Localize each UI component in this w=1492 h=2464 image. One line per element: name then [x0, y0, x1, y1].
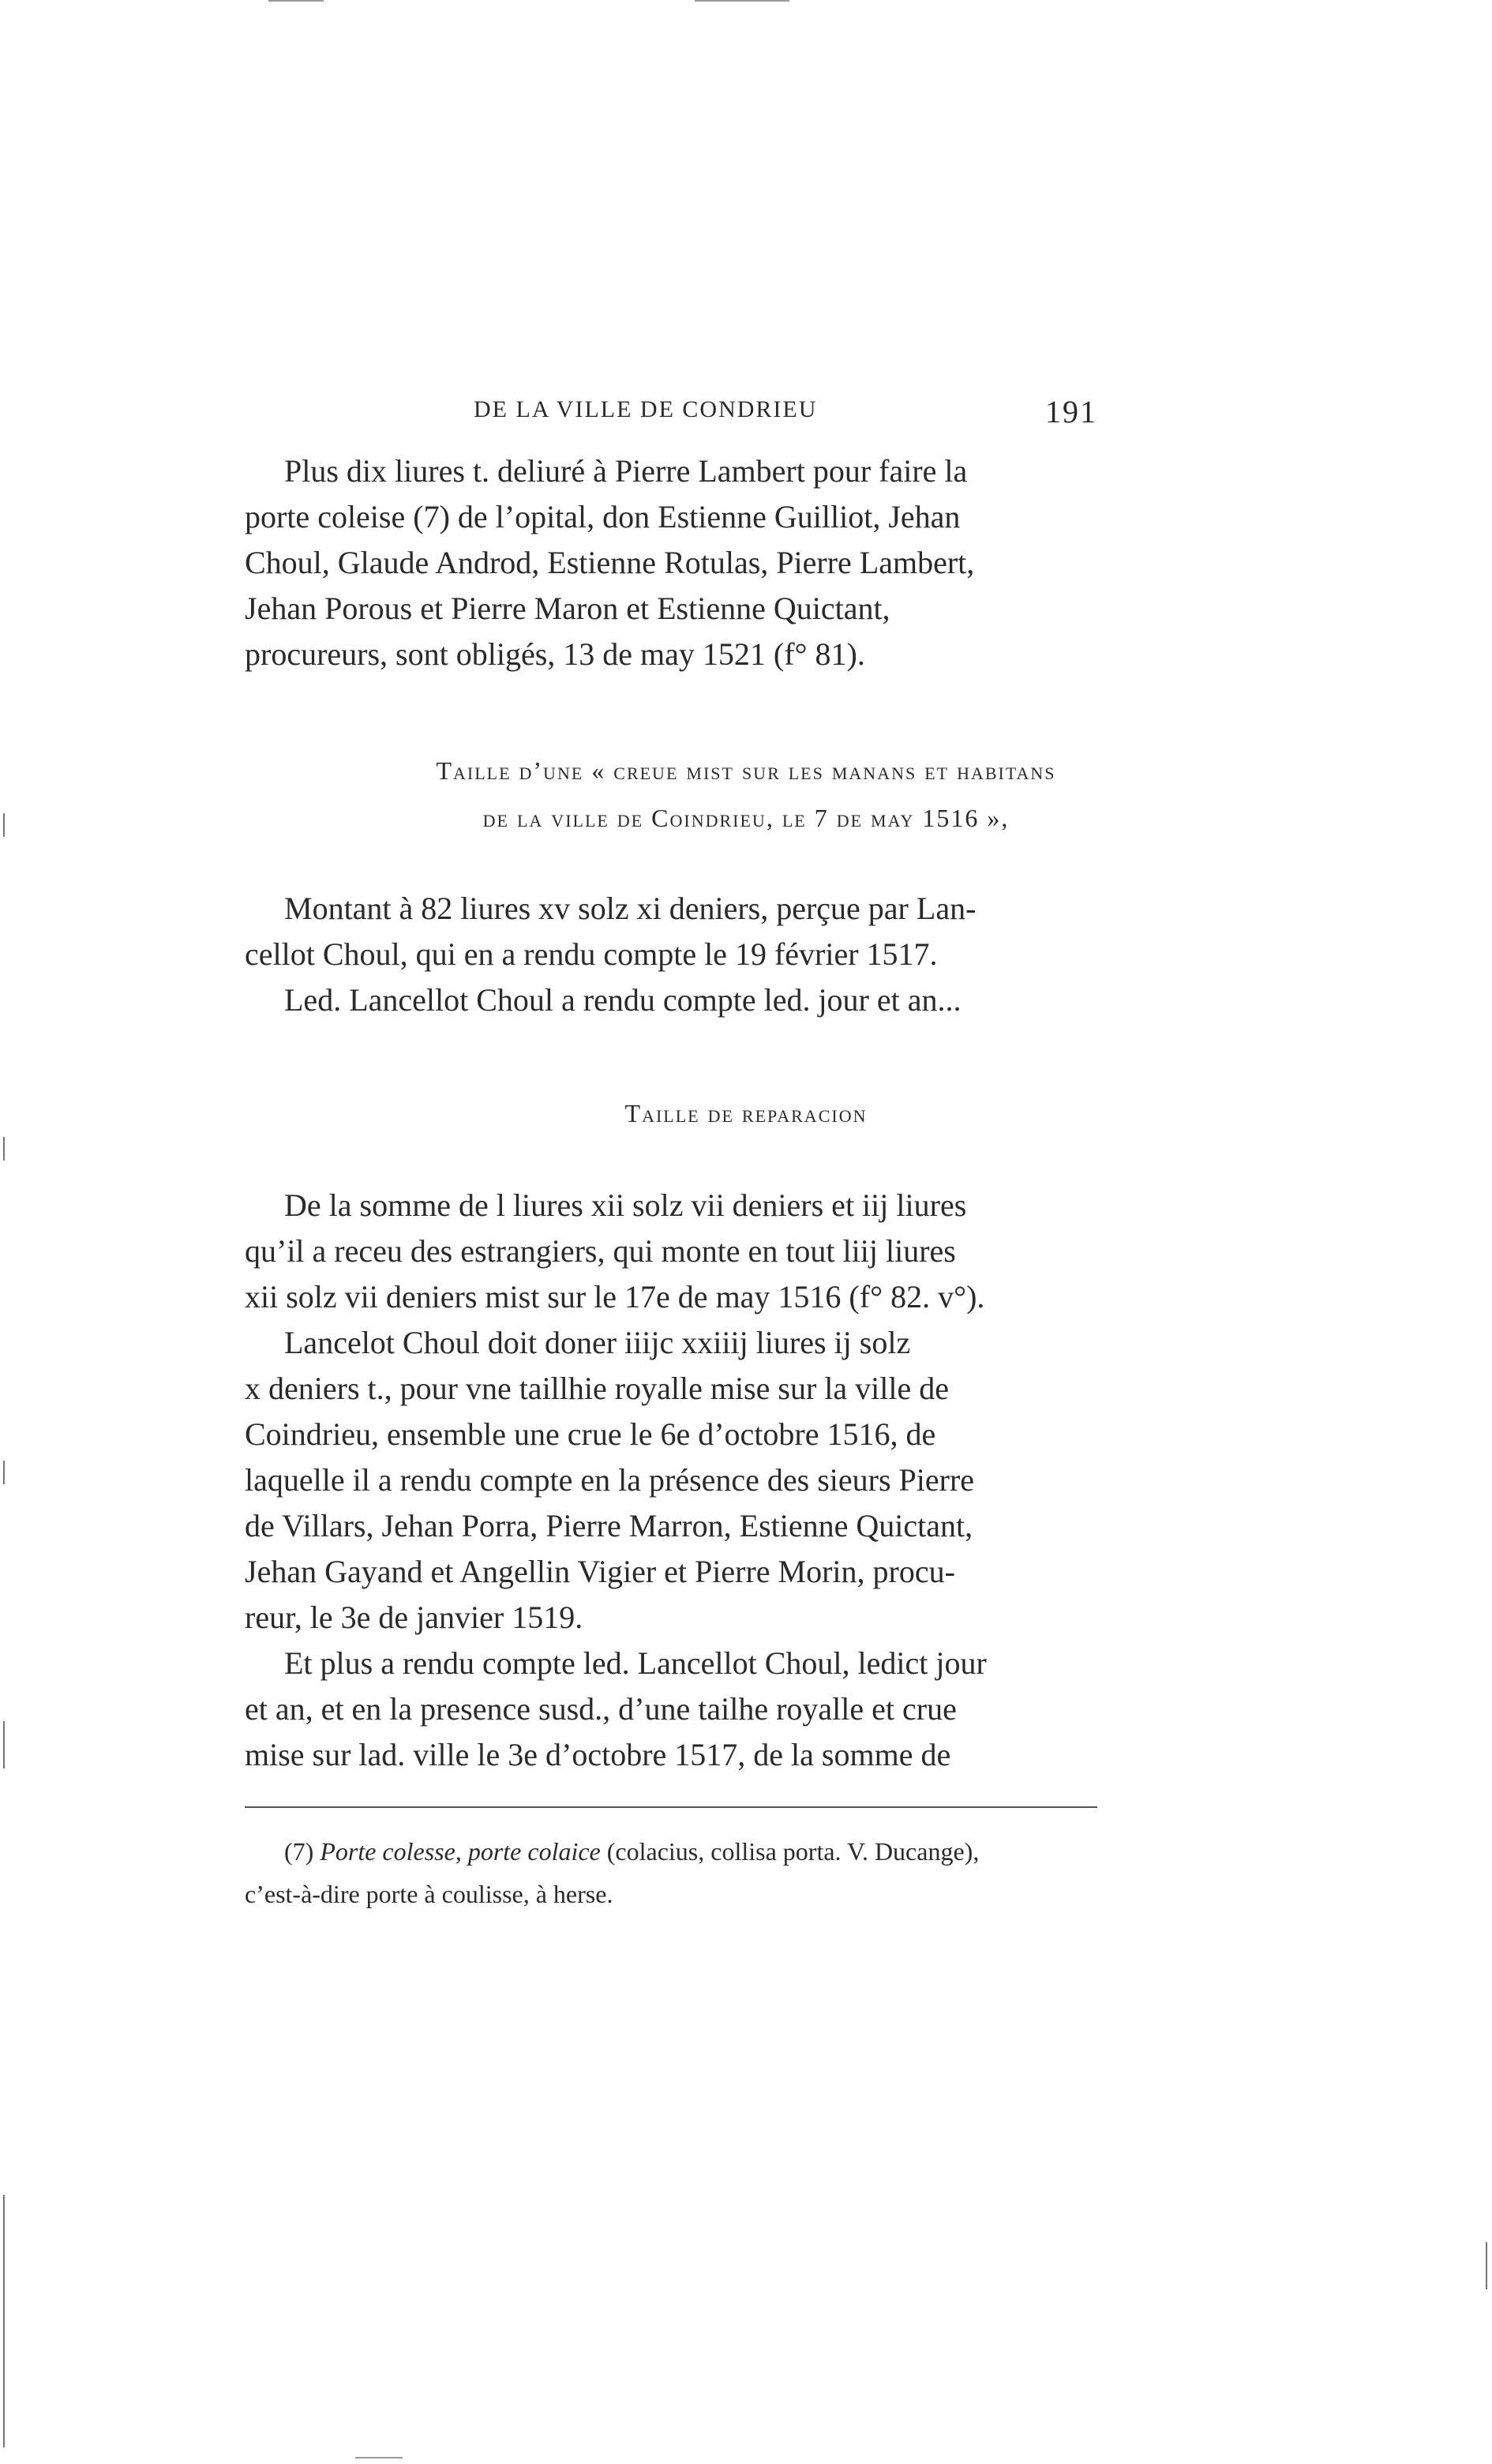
text-line: procureurs, sont obligés, 13 de may 1521 (f° 81).: [245, 636, 865, 672]
scan-mark: [3, 813, 5, 837]
text-line: reur, le 3e de janvier 1519.: [245, 1600, 583, 1635]
text-line: Jehan Porous et Pierre Maron et Estienne Quictant,: [245, 591, 890, 626]
scan-mark: [3, 1137, 5, 1161]
scan-mark: [3, 1721, 5, 1768]
paragraph-somme: [245, 1183, 1097, 1320]
page-number: 191: [1045, 394, 1097, 429]
text-line: Choul, Glaude Androd, Estienne Rotulas, Pierre Lambert,: [245, 545, 975, 580]
paragraph-lambert: [245, 448, 1097, 677]
text-line: Lancelot Choul doit doner iiijc xxiiij liures ij solz: [284, 1325, 911, 1360]
running-title: DE LA VILLE DE CONDRIEU: [474, 396, 818, 422]
paragraph-et-plus: [245, 1641, 1097, 1778]
paragraph-montant: [245, 886, 1097, 1023]
text-line: Led. Lancellot Choul a rendu compte led. jour et an...: [284, 982, 962, 1018]
paragraph-lancelot: [245, 1320, 1097, 1641]
heading-line: Taille d’une « creue mist sur les manans et habitans: [436, 756, 1056, 785]
section-heading-reparacion: [0, 1099, 1492, 1128]
text-line: Coindrieu, ensemble une crue le 6e d’octobre 1516, de: [245, 1416, 936, 1452]
scan-mark: [355, 2457, 403, 2458]
text-line: qu’il a receu des estrangiers, qui monte en tout liij liures: [245, 1233, 956, 1269]
text-line: Montant à 82 liures xv solz xi deniers, perçue par Lan-: [284, 891, 977, 926]
scan-mark: [1486, 2242, 1487, 2290]
text-line: et an, et en la presence susd., d’une tailhe royalle et crue: [245, 1691, 957, 1727]
footnote-line: [245, 1830, 1097, 1873]
scan-mark: [3, 1461, 5, 1484]
footnote-rule: [245, 1806, 1097, 1808]
text-line: laquelle il a rendu compte en la présence des sieurs Pierre: [245, 1462, 975, 1498]
text-line: Et plus a rendu compte led. Lancellot Choul, ledict jour: [284, 1645, 987, 1681]
text-line: De la somme de l liures xii solz vii deniers et iij liures: [284, 1187, 967, 1223]
text-line: xii solz vii deniers mist sur le 17e de may 1516 (f° 82. v°).: [245, 1279, 985, 1315]
footnote-line: c’est-à-dire porte à coulisse, à herse.: [245, 1880, 613, 1908]
text-line: Jehan Gayand et Angellin Vigier et Pierre Morin, procu-: [245, 1554, 955, 1589]
text-line: mise sur lad. ville le 3e d’octobre 1517, de la somme de: [245, 1737, 951, 1772]
text-line: Plus dix liures t. deliuré à Pierre Lambert pour faire la: [284, 453, 968, 489]
text-line: x deniers t., pour vne taillhie royalle mise sur la ville de: [245, 1371, 949, 1406]
heading-line: Taille de reparacion: [624, 1099, 868, 1127]
text-line: de Villars, Jehan Porra, Pierre Marron, Estienne Quictant,: [245, 1508, 973, 1543]
scan-mark: [268, 0, 324, 2]
text-line: cellot Choul, qui en a rendu compte le 19 février 1517.: [245, 936, 938, 972]
scan-mark: [3, 2195, 5, 2447]
footnote-text: (colacius, collisa porta. V. Ducange),: [606, 1837, 980, 1866]
footnote: [245, 1830, 1097, 1915]
heading-line: de la ville de Coindrieu, le 7 de may 1516 »,: [482, 804, 1010, 832]
running-head: [245, 393, 1097, 434]
footnote-number: (7): [284, 1837, 314, 1866]
scan-mark: [695, 0, 789, 2]
section-heading-creue: [0, 756, 1492, 851]
text-line: porte coleise (7) de l’opital, don Estienne Guilliot, Jehan: [245, 499, 961, 534]
footnote-italic-terms: Porte colesse, porte colaice: [320, 1837, 601, 1866]
